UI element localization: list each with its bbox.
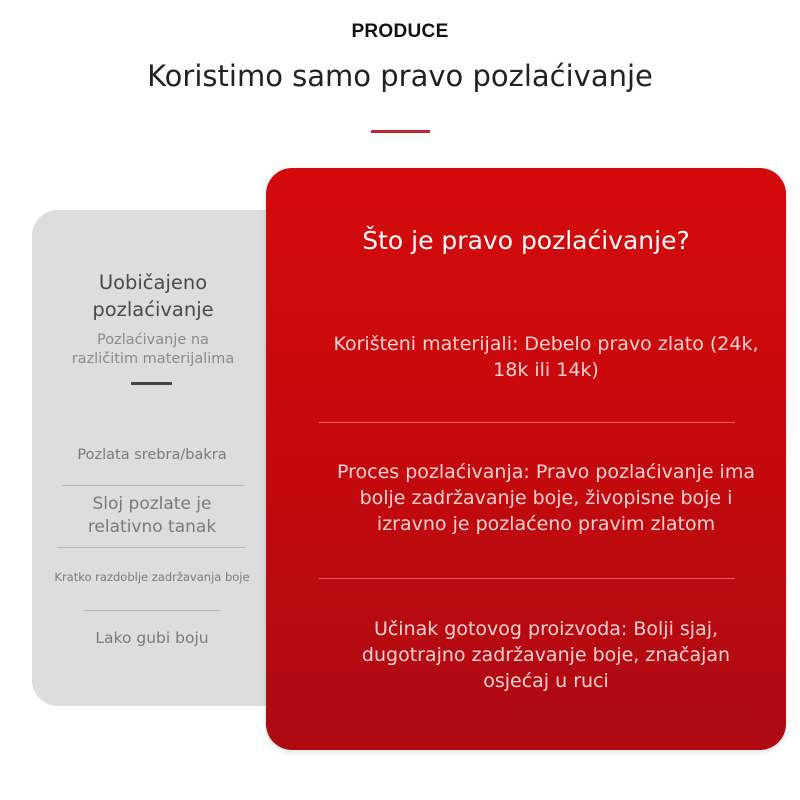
- real-feature-line: dugotrajno zadržavanje boje, značajan: [361, 644, 731, 666]
- real-gilding-title: Što je pravo pozlaćivanje?: [362, 226, 690, 255]
- real-feature-line: Proces pozlaćivanja: Pravo pozlaćivanje ima: [337, 461, 755, 483]
- real-feature-line: Korišteni materijali: Debelo pravo zlato (24k,: [333, 333, 759, 355]
- common-feature-line: Sloj pozlate je: [92, 494, 212, 514]
- common-feature-item: [32, 446, 272, 465]
- real-feature-item: [306, 616, 786, 694]
- common-feature-item: [32, 493, 272, 539]
- common-feature-item: [32, 570, 272, 585]
- real-divider: [319, 422, 735, 423]
- common-gilding-subtitle: [32, 331, 274, 369]
- common-title-line: pozlaćivanje: [92, 298, 214, 321]
- real-feature-line: izravno je pozlaćeno pravim zlatom: [376, 513, 716, 535]
- common-feature-line: Lako gubi boju: [95, 629, 209, 647]
- common-title-divider: [131, 382, 172, 385]
- real-feature-line: Učinak gotovog proizvoda: Bolji sjaj,: [373, 618, 719, 640]
- common-subtitle-line: različitim materijalima: [71, 351, 235, 367]
- common-feature-line: Kratko razdoblje zadržavanja boje: [54, 570, 250, 584]
- common-subtitle-line: Pozlaćivanje na: [97, 332, 209, 348]
- real-feature-line: osjećaj u ruci: [483, 670, 609, 692]
- common-divider: [57, 547, 246, 548]
- real-feature-item: [306, 331, 786, 383]
- common-feature-line: relativno tanak: [87, 517, 217, 537]
- common-divider: [84, 610, 220, 611]
- common-title-line: Uobičajeno: [98, 271, 208, 294]
- title-divider: [371, 130, 430, 133]
- real-feature-item: [306, 459, 786, 537]
- common-feature-line: Pozlata srebra/bakra: [77, 447, 227, 463]
- common-feature-item: [32, 628, 272, 648]
- real-divider: [319, 578, 735, 579]
- real-feature-line: 18k ili 14k): [493, 359, 599, 381]
- page-title: Koristimo samo pravo pozlaćivanje: [147, 59, 653, 93]
- common-gilding-title: [32, 269, 274, 323]
- real-feature-line: bolje zadržavanje boje, živopisne boje i: [359, 487, 733, 509]
- common-divider: [62, 485, 244, 486]
- header-kicker: PRODUCE: [351, 21, 449, 42]
